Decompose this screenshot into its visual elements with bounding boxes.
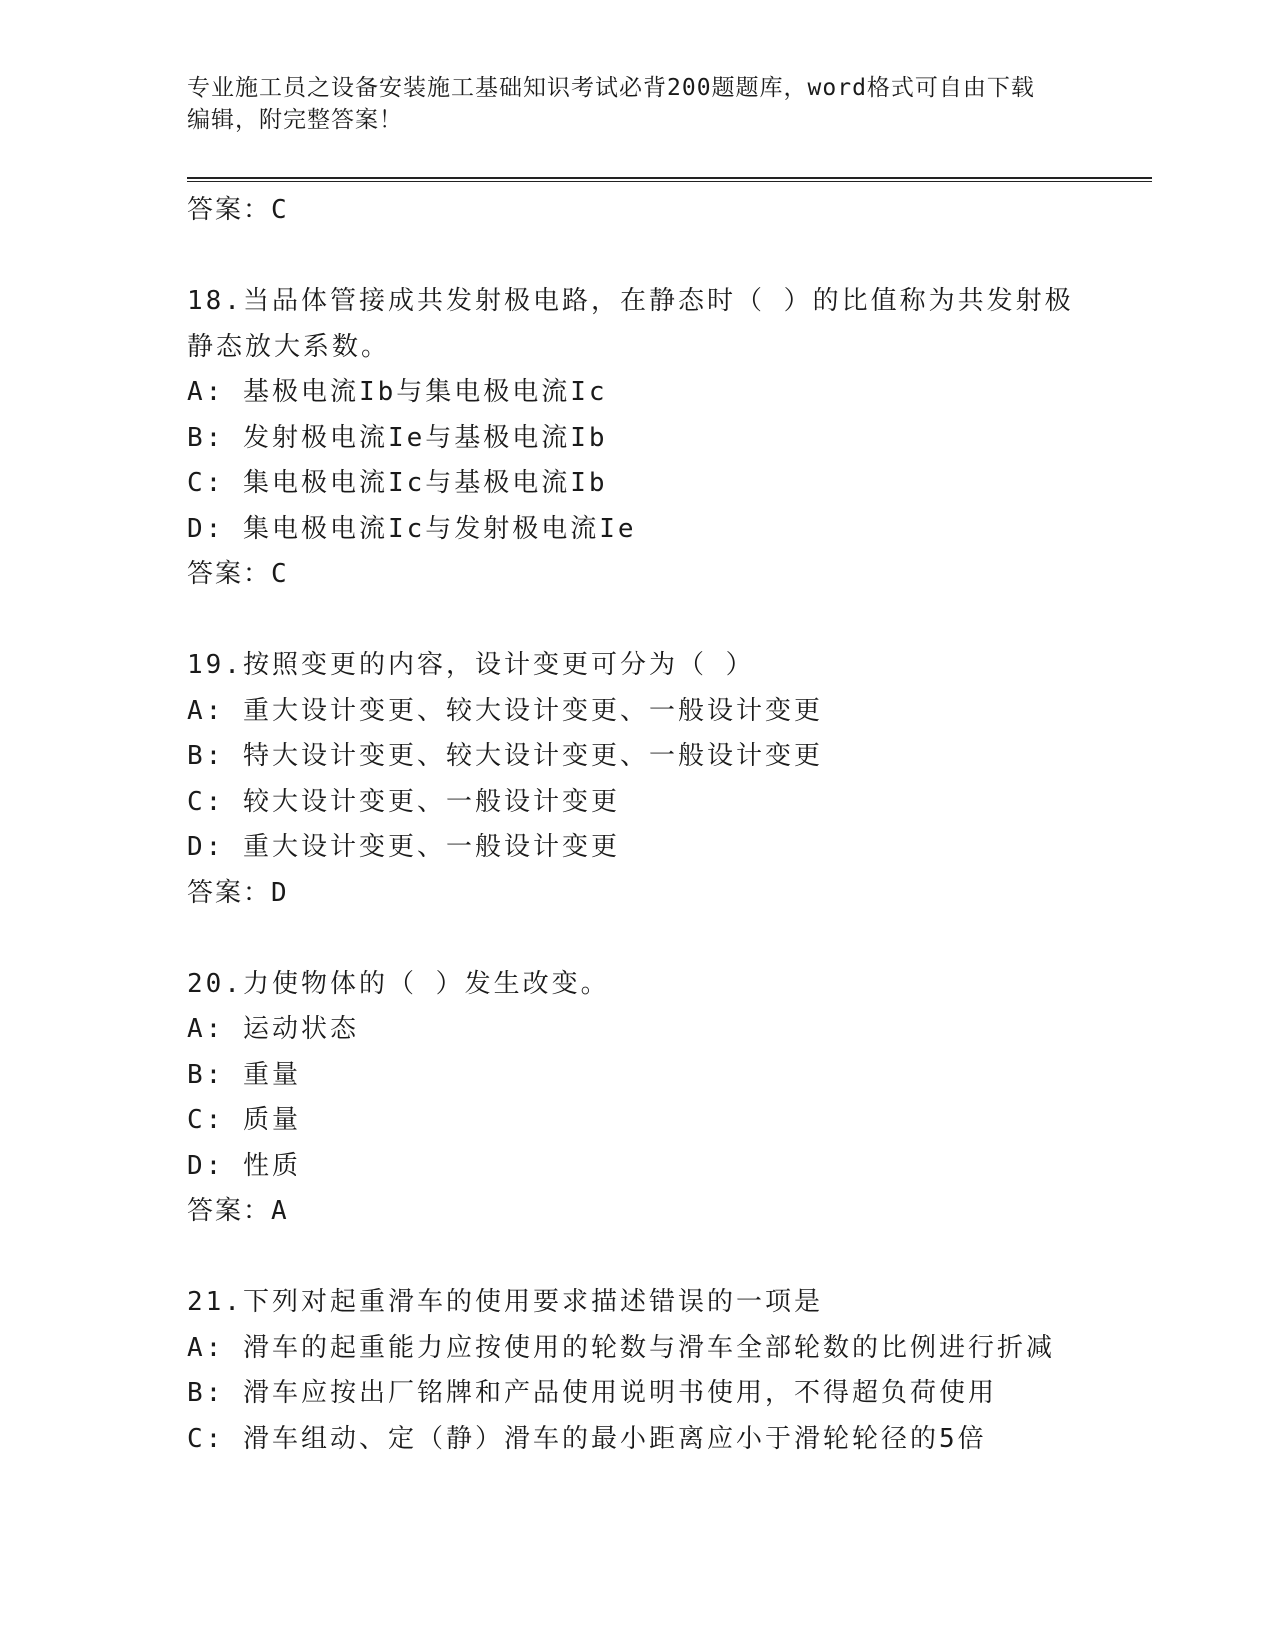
answer-line <box>187 552 1107 598</box>
spacer <box>187 234 1107 280</box>
answer-label: 答案： <box>187 559 272 589</box>
question-18 <box>187 279 1107 598</box>
exam-content <box>187 188 1107 1462</box>
spacer <box>187 598 1107 644</box>
answer-line <box>187 188 1107 234</box>
option-c: C: 较大设计变更、一般设计变更 <box>187 786 620 817</box>
option-c: C: 滑车组动、定（静）滑车的最小距离应小于滑轮轮径的5倍 <box>187 1423 987 1454</box>
answer-value: D <box>271 877 288 908</box>
spacer <box>187 1235 1107 1281</box>
answer-line <box>187 871 1107 917</box>
option-a: A: 滑车的起重能力应按使用的轮数与滑车全部轮数的比例进行折减 <box>187 1332 1055 1363</box>
option-b: B: 滑车应按出厂铭牌和产品使用说明书使用，不得超负荷使用 <box>187 1378 997 1408</box>
question-stem: 19.按照变更的内容，设计变更可分为（ ） <box>187 650 755 680</box>
option-d: D: 性质 <box>187 1150 301 1181</box>
answer-value: C <box>271 559 288 589</box>
answer-label: 答案： <box>187 1196 272 1226</box>
answer-label: 答案： <box>187 877 272 908</box>
question-stem-continued: 静态放大系数。 <box>187 331 391 362</box>
question-20 <box>187 962 1107 1235</box>
question-stem: 21.下列对起重滑车的使用要求描述错误的一项是 <box>187 1287 823 1317</box>
question-19 <box>187 643 1107 916</box>
answer-label: 答案： <box>187 195 272 225</box>
spacer <box>187 916 1107 962</box>
question-21 <box>187 1280 1107 1462</box>
option-b: B: 重量 <box>187 1059 301 1090</box>
option-c: C: 质量 <box>187 1105 301 1135</box>
option-b: B: 发射极电流Ie与基极电流Ib <box>187 422 608 453</box>
header-line-1: 专业施工员之设备安装施工基础知识考试必背200题题库，word格式可自由下载 <box>187 75 1035 101</box>
answer-value: A <box>271 1196 288 1226</box>
question-stem: 18.当品体管接成共发射极电路，在静态时（ ）的比值称为共发射极 <box>187 286 1074 316</box>
option-a: A: 运动状态 <box>187 1014 359 1044</box>
option-d: D: 重大设计变更、一般设计变更 <box>187 832 620 862</box>
option-a: A: 重大设计变更、较大设计变更、一般设计变更 <box>187 695 823 726</box>
option-c: C: 集电极电流Ic与基极电流Ib <box>187 468 608 498</box>
header-rule-thin <box>187 181 1152 182</box>
header-line-2: 编辑，附完整答案！ <box>187 107 403 133</box>
answer-line <box>187 1189 1107 1235</box>
answer-value: C <box>271 195 288 225</box>
document-header <box>187 72 1087 136</box>
option-b: B: 特大设计变更、较大设计变更、一般设计变更 <box>187 741 823 771</box>
option-a: A: 基极电流Ib与集电极电流Ic <box>187 377 608 407</box>
option-d: D: 集电极电流Ic与发射极电流Ie <box>187 513 637 544</box>
question-stem: 20.力使物体的（ ）发生改变。 <box>187 968 610 999</box>
header-rule-thick <box>187 177 1152 179</box>
